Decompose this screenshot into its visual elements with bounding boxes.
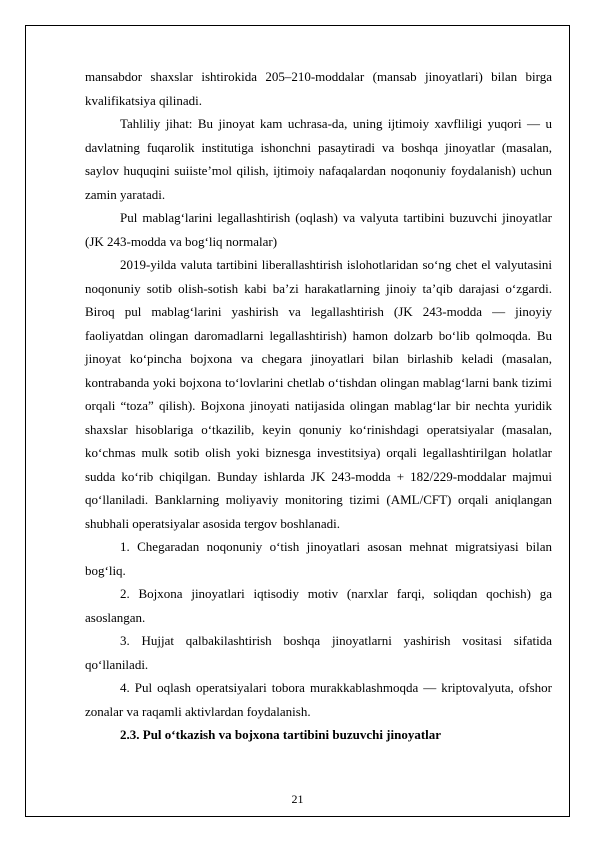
list-item-2: 2. Bojxona jinoyatlari iqtisodiy motiv (narxlar farqi, soliqdan qochish) ga asoslangan. bbox=[85, 586, 552, 625]
paragraph-analysis: Tahliliy jihat: Bu jinoyat kam uchrasa-da, uning ijtimoiy xavfliligi yuqori — u davlatning fuqarolik institutiga ishonchni pasaytiradi va boshqa jinoyatlar (masalan, saylov huquqini suiiste’mol qilish, ijtimoiy nafaqalardan noqonuniy foydalanish) uchun zamin yaratadi. bbox=[85, 116, 552, 202]
section-heading: 2.3. Pul o‘tkazish va bojxona tartibini buzuvchi jinoyatlar bbox=[120, 727, 442, 742]
list-item-3: 3. Hujjat qalbakilashtirish boshqa jinoyatlarni yashirish vositasi sifatida qo‘llaniladi. bbox=[85, 633, 552, 672]
document-body bbox=[85, 65, 552, 747]
list-item-1: 1. Chegaradan noqonuniy o‘tish jinoyatlari asosan mehnat migratsiyasi bilan bog‘liq. bbox=[85, 539, 552, 578]
page-number: 21 bbox=[291, 792, 304, 806]
list-item-4: 4. Pul oqlash operatsiyalari tobora murakkablashmoqda — kriptovalyuta, ofshor zonalar va raqamli aktivlardan foydalanish. bbox=[85, 680, 552, 719]
paragraph-subtitle-money-laundering: Pul mablag‘larini legallashtirish (oqlash) va valyuta tartibini buzuvchi jinoyatlar (JK 243-modda va bog‘liq normalar) bbox=[85, 210, 552, 249]
paragraph-continuation: mansabdor shaxslar ishtirokida 205–210-moddalar (mansab jinoyatlari) bilan birga kvalifikatsiya qilinadi. bbox=[85, 69, 552, 108]
paragraph-2019-reform: 2019-yilda valuta tartibini liberallashtirish islohotlaridan so‘ng chet el valyutasini noqonuniy sotib olish-sotish kabi ba’zi harakatlarning jinoiy ta’qib darajasi o‘zgardi. Biroq pul mablag‘larini yashirish va legallashtirish (JK 243-modda — jinoyiy faoliyatdan olingan daromadlarni legallashtirish) hamon dolzarb bo‘lib qolmoqda. Bu jinoyat ko‘pincha bojxona va chegara jinoyatlari bilan birlashib keladi (masalan, kontrabanda yoki bojxona to‘lovlarini chetlab o‘tishdan olingan mablag‘larni bank tizimi orqali “toza” qilish). Bojxona jinoyati natijasida olingan mablag‘lar bir nechta yuridik shaxslar hisoblariga o‘tkazilib, keyin qonuniy ko‘rinishdagi operatsiyalar (masalan, ko‘chmas mulk sotib olish yoki biznesga investitsiya) orqali legallashtirilgan holatlar sudda ko‘rib chiqilgan. Bunday ishlarda JK 243-modda + 182/229-moddalar majmui qo‘llaniladi. Banklarning moliyaviy monitoring tizimi (AML/CFT) orqali aniqlangan shubhali operatsiyalar asosida tergov boshlanadi. bbox=[85, 257, 552, 531]
